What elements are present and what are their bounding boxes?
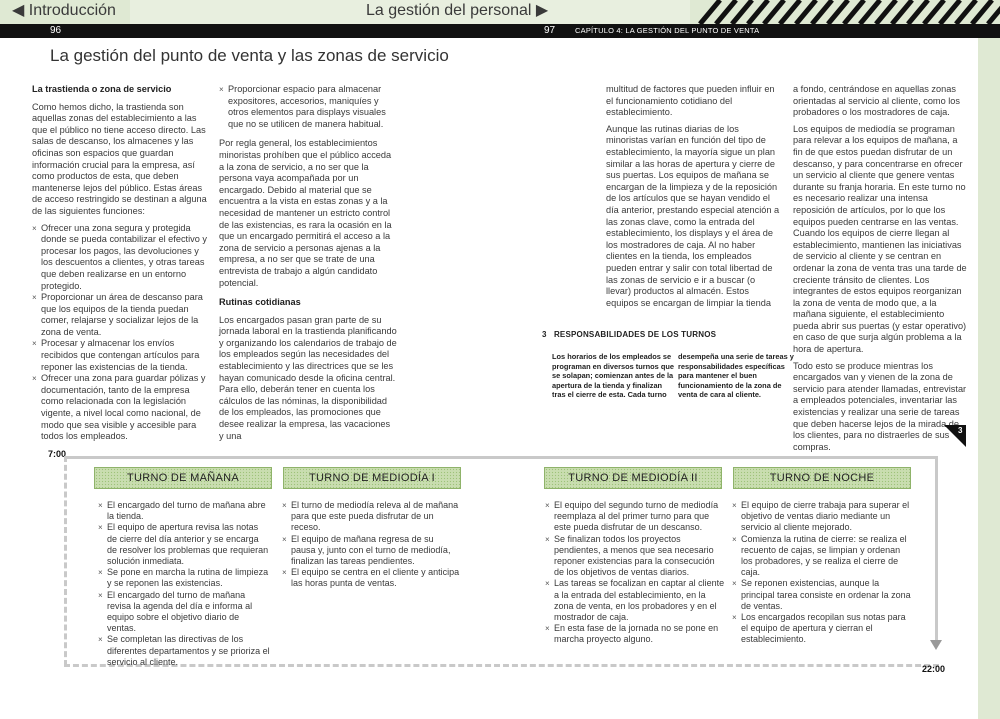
column-4	[793, 84, 969, 458]
time-end-label: 22:00	[922, 664, 946, 674]
figure-badge	[944, 425, 966, 447]
list-item: × Proporcionar espacio para almacenar expositores, accesorios, maniquíes y otros elementos para displays visuales que no se utilicen de manera habitual.	[219, 84, 397, 130]
list-item: × El turno de mediodía releva al de mañana para que este pueda disfrutar de un receso.	[282, 500, 460, 534]
column-2	[219, 84, 397, 447]
timeline-top-line	[66, 456, 938, 459]
list-item: × El equipo del segundo turno de mediodía reemplaza al del primer turno para que este pueda disfrutar de un descanso.	[545, 500, 725, 534]
column-3	[606, 84, 782, 314]
timeline-left-line	[64, 456, 67, 666]
list-item: × El equipo de mañana regresa de su pausa y, junto con el turno de mediodía, finalizan las tareas pendientes.	[282, 534, 460, 568]
shift-header-manana: TURNO DE MAÑANA	[94, 467, 272, 489]
list-item: × Ofrecer una zona para guardar pólizas y documentación, tanto de la empresa como relacionada con la legislación vigente, a nivel local como nacional, de modo que sea visible y accesible para todos los empleados.	[32, 373, 210, 443]
list-item: × Los encargados recopilan sus notas para el equipo de apertura y cierran el establecimiento.	[732, 612, 912, 646]
paragraph: multitud de factores que pueden influir en el funcionamiento cotidiano del establecimiento.	[606, 84, 775, 118]
header-stripes	[690, 0, 1000, 24]
list-item: × Comienza la rutina de cierre: se realiza el recuento de cajas, se limpian y ordenan los probadores, y se realiza el cierre de caja.	[732, 534, 912, 579]
list-item: × El equipo de cierre trabaja para superar el objetivo de ventas diario mediante un servicio al cliente mejorado.	[732, 500, 912, 534]
shift-list-noche	[732, 500, 912, 646]
paragraph: Los encargados pasan gran parte de su jornada laboral en la trastienda planificando y organizando los calendarios de trabajo de los empleados según las necesidades del establecimiento y las directrices que se les hayan comunicado desde la oficina central. Para ello, deberán tener en cuenta los cálculos de las nóminas, la disponibilidad de los empleados, las promociones que desee realizar la empresa, las vacaciones y una	[219, 314, 397, 441]
list-item: × El equipo de apertura revisa las notas de cierre del día anterior y se encarga de resolver los problemas que requieran solución inmediata.	[98, 522, 270, 567]
figure-title-text: RESPONSABILIDADES DE LOS TURNOS	[553, 330, 717, 339]
function-list-continued	[219, 84, 397, 130]
paragraph: Como hemos dicho, la trastienda son aquellas zonas del establecimiento a las que el público no tiene acceso directo. Las salas de descanso, los almacenes y las oficinas son espacios que guardan información crucial para la empresa, así como productos de esta, que deben mantenerse lejos del público. Estas áreas de acceso restringido se destinan a alguna de las siguientes funciones:	[32, 101, 207, 216]
paragraph: Todo esto se produce mientras los encargados van y vienen de la zona de servicio para atender llamadas, entrevistar a empleados potenciales, inventariar las existencias y realizar una serie de tareas que deben hacerse lejos de la mirada de los clientes, para no distraerles de sus compras.	[793, 360, 967, 452]
list-item: × Se pone en marcha la rutina de limpieza y se reponen las existencias.	[98, 567, 270, 589]
section-heading-rutinas: Rutinas cotidianas	[219, 297, 301, 308]
shift-list-mediodia-2	[545, 500, 725, 646]
triangle-left-icon: ◀	[12, 2, 25, 19]
list-item: × Ofrecer una zona segura y protegida donde se pueda contabilizar el efectivo y procesar los pagos, las devoluciones y los descuentos a clientes, y otras tareas que deben realizarse en un entorno protegido.	[32, 223, 210, 293]
list-item: × Proporcionar un área de descanso para que los equipos de la tienda puedan comer, relajarse y socializar lejos de la zona de venta.	[32, 292, 210, 338]
paragraph: Aunque las rutinas diarias de los minoristas varían en función del tipo de establecimiento, la mayoría sigue un plan similar a las horas de apertura y cierre de sus puertas. Los equipos de mañana se encargan de la limpieza y de la reposición de los artículos que se hayan vendido el día anterior, prestando especial atención a las zonas clave, como la entrada del establecimiento, los displays y el área de los mostradores de caja. Al no haber clientes en la tienda, los empleados pueden entrar y salir con total libertad de las zonas de servicio e ir a buscar (o llevar) productos al almacén. Estos equipos se encargan de limpiar la tienda	[606, 123, 780, 308]
nav-forward-link[interactable]	[366, 0, 548, 20]
function-list	[32, 223, 210, 443]
list-item: × El encargado del turno de mañana abre la tienda.	[98, 500, 270, 522]
paragraph: Los equipos de mediodía se programan para relevar a los equipos de mañana, a fin de que estos puedan disfrutar de un descanso, y para concentrarse en ofrecer un servicio al cliente que genere ventas durante su franja horaria. En este turno no es necesario realizar una intensa reposición de artículos, por lo que los equipos pueden centrarse en las ventas. Cuando los equipos de cierre llegan al establecimiento, mantienen las iniciativas de servicio al cliente y se centran en ordenar la zona de venta tras una tarde de creciente tránsito de clientes. Los integrantes de estos equipos reorganizan la zona de venta de modo que, a la mañana siguiente, el establecimiento pueda abrir sus puertas (y estar operativo) en caso de que surja algún problema a la hora de apertura.	[793, 123, 967, 355]
page-number-right: 97	[544, 25, 556, 36]
column-1	[32, 84, 210, 448]
arrow-down-icon	[930, 640, 942, 650]
section-heading-trastienda: La trastienda o zona de servicio	[32, 84, 172, 94]
figure-caption-left: Los horarios de los empleados se programan en diversos turnos que se solapan; comienzan antes de la apertura de la tienda y finalizan tras el cierre de esta. Cada turno	[552, 352, 674, 400]
shift-header-mediodia-1: TURNO DE MEDIODÍA I	[283, 467, 461, 489]
nav-forward-label: La gestión del personal	[366, 2, 532, 19]
list-item: × Procesar y almacenar los envíos recibidos que contengan artículos para reponer las existencias de la tienda.	[32, 338, 210, 373]
shift-header-mediodia-2: TURNO DE MEDIODÍA II	[544, 467, 722, 489]
list-item: × Se reponen existencias, aunque la principal tarea consiste en ordenar la zona de ventas.	[732, 578, 912, 612]
list-item: × Se completan las directivas de los diferentes departamentos y se prioriza el servicio al cliente.	[98, 634, 270, 668]
page-title: La gestión del punto de venta y las zonas de servicio	[50, 46, 449, 65]
nav-back-label: Introducción	[28, 2, 116, 19]
paragraph: a fondo, centrándose en aquellas zonas orientadas al servicio al cliente, como los probadores o los mostradores de caja.	[793, 84, 960, 118]
triangle-right-icon: ▶	[535, 2, 549, 19]
list-item: × Se finalizan todos los proyectos pendientes, a menos que sea necesario reponer existencias para la consecución de los objetivos de ventas diarios.	[545, 534, 725, 579]
figure-badge-number: 3	[958, 426, 963, 435]
timeline-right-line	[935, 456, 938, 642]
paragraph: Por regla general, los establecimientos minoristas prohíben que el público acceda a la zona de servicio, a no ser que la persona vaya acompañada por un encargado. Debido al material que se encuentra a la vista en estas zonas y a la necesidad de mantener un estricto control de las existencias, es rara la ocasión en la que un encargado permitirá el acceso a la zona de servicio a personas ajenas a la empresa, a no ser que se trate de una entrevista de trabajo a algún candidato potencial.	[219, 138, 392, 288]
figure-number: 3	[542, 330, 547, 339]
chapter-title: CAPÍTULO 4: LA GESTIÓN DEL PUNTO DE VENTA	[575, 26, 760, 35]
shift-list-mediodia-1	[282, 500, 460, 590]
nav-back-link[interactable]	[12, 0, 116, 20]
page-number-band	[0, 24, 1000, 38]
list-item: × Las tareas se focalizan en captar al cliente a la entrada del establecimiento, en la zona de venta, en los probadores y en el mostrador de caja.	[545, 578, 725, 623]
shift-header-noche: TURNO DE NOCHE	[733, 467, 911, 489]
list-item: × El encargado del turno de mañana revisa la agenda del día e informa al equipo sobre el objetivo diario de ventas.	[98, 590, 270, 635]
page-number-left: 96	[50, 25, 62, 36]
list-item: × El equipo se centra en el cliente y anticipa las horas punta de ventas.	[282, 567, 460, 589]
list-item: × En esta fase de la jornada no se pone en marcha proyecto alguno.	[545, 623, 725, 645]
figure-title	[542, 330, 716, 339]
figure-caption-right: desempeña una serie de tareas y responsabilidades específicas para mantener el buen funcionamiento de la zona de venta de cara al cliente.	[678, 352, 794, 400]
side-accent	[978, 38, 1000, 719]
time-start-label: 7:00	[48, 449, 67, 459]
shift-list-manana	[98, 500, 270, 668]
